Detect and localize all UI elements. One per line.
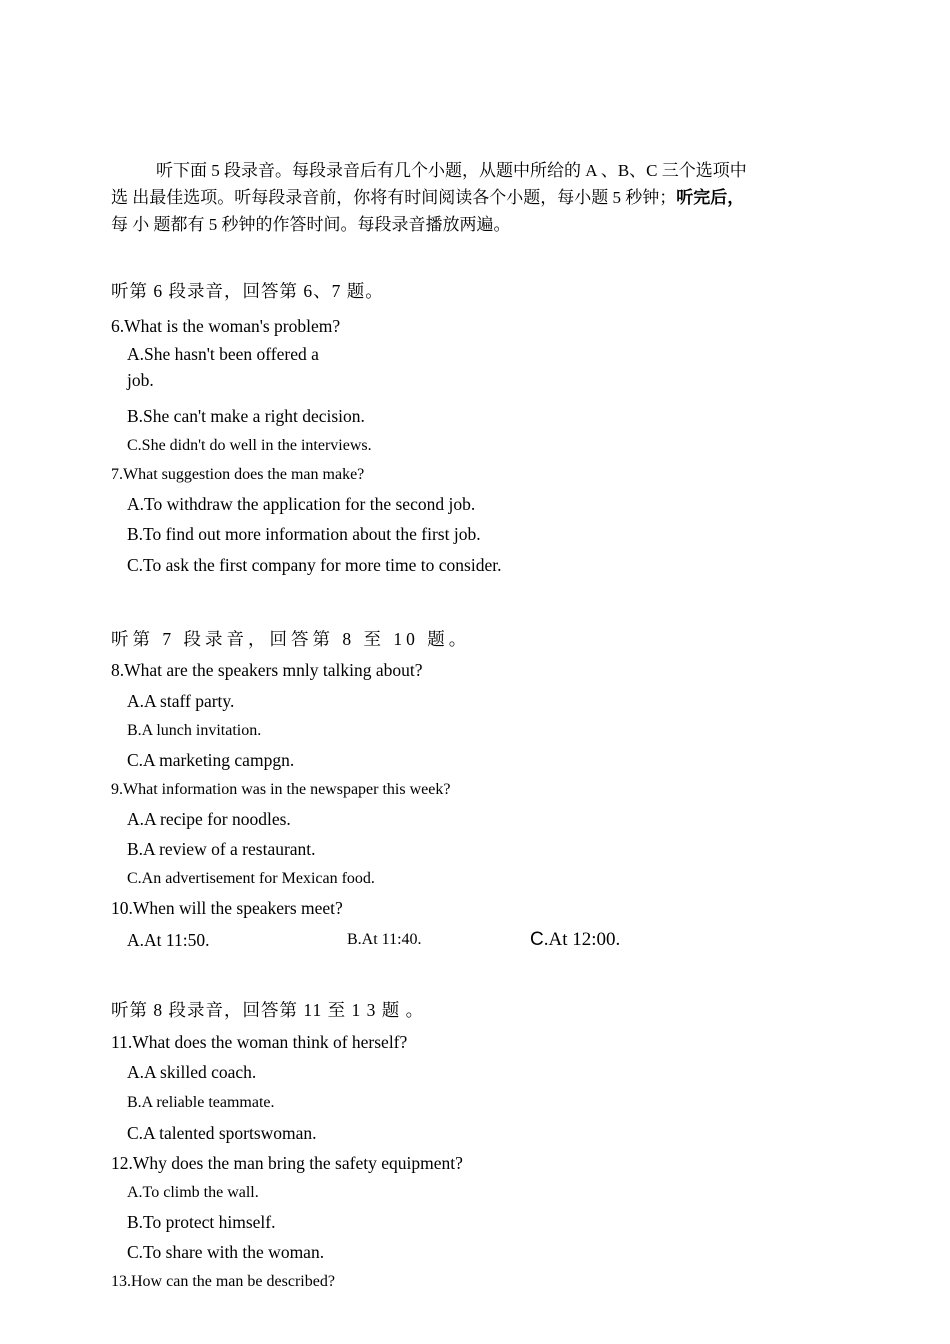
question-7-stem: 7.What suggestion does the man make? xyxy=(111,466,365,483)
question-6-option-c: C.She didn't do well in the interviews. xyxy=(127,437,372,454)
question-10-option-c xyxy=(530,928,620,951)
question-13-stem: 13.How can the man be described? xyxy=(111,1273,335,1290)
question-12-option-c: C.To share with the woman. xyxy=(127,1242,325,1262)
question-10-option-c-letter: C xyxy=(530,929,544,950)
question-12-option-a: A.To climb the wall. xyxy=(127,1184,259,1201)
question-11-option-a: A.A skilled coach. xyxy=(127,1062,257,1082)
question-9-option-b: B.A review of a restaurant. xyxy=(127,839,316,859)
instructions-paragraph xyxy=(111,157,831,238)
question-8-stem: 8.What are the speakers mnly talking about? xyxy=(111,660,423,680)
question-7-option-c: C.To ask the first company for more time to consider. xyxy=(127,555,502,575)
question-7-option-a: A.To withdraw the application for the second job. xyxy=(127,494,476,514)
question-12-stem: 12.Why does the man bring the safety equipment? xyxy=(111,1153,463,1173)
instructions-line-1: 听下面 5 段录音。每段录音后有几个小题，从题中所给的 A 、B、C 三个选项中 xyxy=(156,161,747,180)
question-12-option-b: B.To protect himself. xyxy=(127,1212,276,1232)
section-8-heading: 听第 8 段录音，回答第 11 至 1 3 题 。 xyxy=(111,1000,425,1020)
section-7-heading: 听第 7 段录音，回答第 8 至 10 题。 xyxy=(111,629,471,649)
question-8-option-c: C.A marketing campgn. xyxy=(127,750,295,770)
instructions-line-2-text: 选 出最佳选项。听每段录音前，你将有时间阅读各个小题，每小题 5 秒钟； xyxy=(111,188,677,207)
instructions-line-2-bold: 听完后， xyxy=(676,188,745,207)
question-10-option-b: B.At 11:40. xyxy=(347,931,422,948)
section-6-heading: 听第 6 段录音，回答第 6、7 题。 xyxy=(111,281,384,301)
question-6-option-a-line-1: A.She hasn't been offered a xyxy=(127,344,319,364)
question-11-option-c: C.A talented sportswoman. xyxy=(127,1123,317,1143)
question-9-option-a: A.A recipe for noodles. xyxy=(127,809,291,829)
question-11-stem: 11.What does the woman think of herself? xyxy=(111,1032,408,1052)
instructions-line-2 xyxy=(111,184,831,211)
question-6-option-b: B.She can't make a right decision. xyxy=(127,406,365,426)
question-10-stem: 10.When will the speakers meet? xyxy=(111,898,343,918)
question-6-option-a-line-2: job. xyxy=(127,370,154,390)
question-6-stem: 6.What is the woman's problem? xyxy=(111,316,341,336)
question-9-option-c: C.An advertisement for Mexican food. xyxy=(127,870,375,887)
question-11-option-b: B.A reliable teammate. xyxy=(127,1094,275,1111)
question-7-option-b: B.To find out more information about the first job. xyxy=(127,524,481,544)
question-10-option-c-text: .At 12:00. xyxy=(543,929,621,950)
question-10-option-a: A.At 11:50. xyxy=(127,930,210,950)
instructions-line-3: 每 小 题都有 5 秒钟的作答时间。每段录音播放两遍。 xyxy=(111,215,511,234)
question-8-option-b: B.A lunch invitation. xyxy=(127,722,262,739)
question-9-stem: 9.What information was in the newspaper this week? xyxy=(111,781,451,798)
question-8-option-a: A.A staff party. xyxy=(127,691,235,711)
